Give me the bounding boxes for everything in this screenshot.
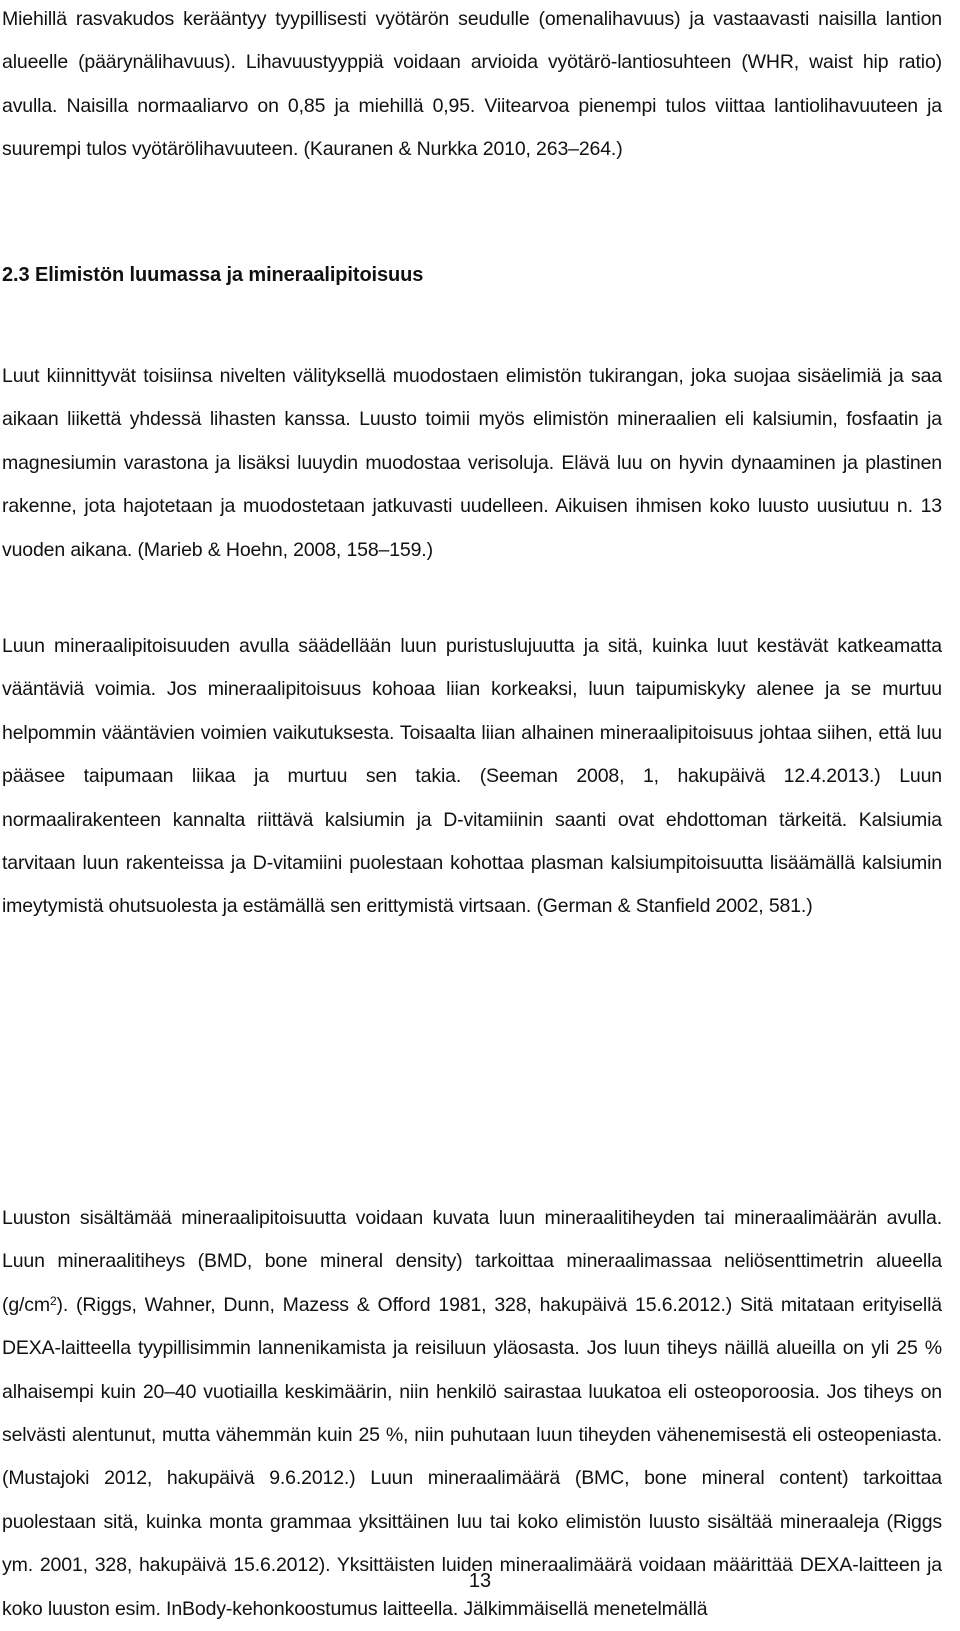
intro-paragraph: Miehillä rasvakudos kerääntyy tyypillisesti vyötärön seudulle (omenalihavuus) ja vastaavasti naisilla lantion alueelle (päärynälihavuus). Lihavuustyyppiä voidaan arvioida vyötärö-lantiosuhteen (WHR, waist hip ratio) avulla. Naisilla normaaliarvo on 0,85 ja miehillä 0,95. Viitearvoa pienempi tulos viittaa lantiolihavuuteen ja suurempi tulos vyötärölihavuuteen. (Kauranen & Nurkka 2010, 263–264.) xyxy=(2,8,942,161)
bone-density-text-part-2: ). (Riggs, Wahner, Dunn, Mazess & Offord 1981, 328, hakupäivä 15.6.2012.) Sitä mitataan erityisellä DEXA-laitteella tyypillisimmin lannenikamista ja reisiluun yläosasta. Jos luun tiheys näillä alueilla on yli 25 % alhaisempi kuin 20–40 vuotiailla keskimäärin, niin henkilö sairastaa luukatoa eli osteoporoosia. Jos tiheys on selvästi alentunut, mutta vähemmän kuin 25 %, niin puhutaan luun tiheyden vähenemisestä eli osteopeniasta. (Mustajoki 2012, hakupäivä 9.6.2012.) Luun mineraalimäärä (BMC, bone mineral content) tarkoittaa puolestaan sitä, kuinka monta grammaa yksittäinen luu tai koko elimistön luusto sisältää mineraaleja (Riggs ym. 2001, 328, hakupäivä 15.6.2012). Yksittäisten luiden mineraalimäärä voidaan määrittää DEXA-laitteen ja koko luuston esim. InBody-kehonkoostumus laitteella. Jälkimmäisellä menetelmällä xyxy=(2,1293,942,1620)
mineral-content-paragraph: Luun mineraalipitoisuuden avulla säädellään luun puristuslujuutta ja sitä, kuinka luut kestävät katkeamatta vääntäviä voimia. Jos mineraalipitoisuus kohoaa liian korkeaksi, luun taipumiskyky alenee ja se murtuu helpommin vääntävien voimien vaikutuksesta. Toisaalta liian alhainen mineraalipitoisuus johtaa siihen, että luu pääsee taipumaan liikaa ja murtuu sen takia. (Seeman 2008, 1, hakupäivä 12.4.2013.) Luun normaalirakenteen kannalta riittävä kalsiumin ja D-vitamiinin saanti ovat ehdottoman tärkeitä. Kalsiumia tarvitaan luun rakenteissa ja D-vitamiini puolestaan kohottaa plasman kalsiumpitoisuutta lisäämällä kalsiumin imeytymistä ohutsuolesta ja estämällä sen erittymistä virtsaan. (German & Stanfield 2002, 581.) xyxy=(2,635,942,918)
bone-structure-paragraph: Luut kiinnittyvät toisiinsa nivelten välityksellä muodostaen elimistön tukirangan, joka suojaa sisäelimiä ja saa aikaan liikettä yhdessä lihasten kanssa. Luusto toimii myös elimistön mineraalien eli kalsiumin, fosfaatin ja magnesiumin varastona ja lisäksi luuydin muodostaa verisoluja. Elävä luu on hyvin dynaaminen ja plastinen rakenne, jota hajotetaan ja muodostetaan jatkuvasti uudelleen. Aikuisen ihmisen koko luusto uusiutuu n. 13 vuoden aikana. (Marieb & Hoehn, 2008, 158–159.) xyxy=(2,365,942,561)
bone-density-text-part-1: Luuston sisältämää mineraalipitoisuutta voidaan kuvata luun mineraalitiheyden tai mineraalimäärän avulla. Luun mineraalitiheys (BMD, bone mineral density) tarkoittaa mineraalimassaa neliösenttimetrin alueella (g/cm xyxy=(2,1207,942,1316)
page-number: 13 xyxy=(468,1570,492,1592)
bone-density-paragraph xyxy=(2,1197,942,1631)
section-heading: 2.3 Elimistön luumassa ja mineraalipitoisuus xyxy=(2,264,424,286)
superscript-two: 2 xyxy=(50,1293,57,1308)
